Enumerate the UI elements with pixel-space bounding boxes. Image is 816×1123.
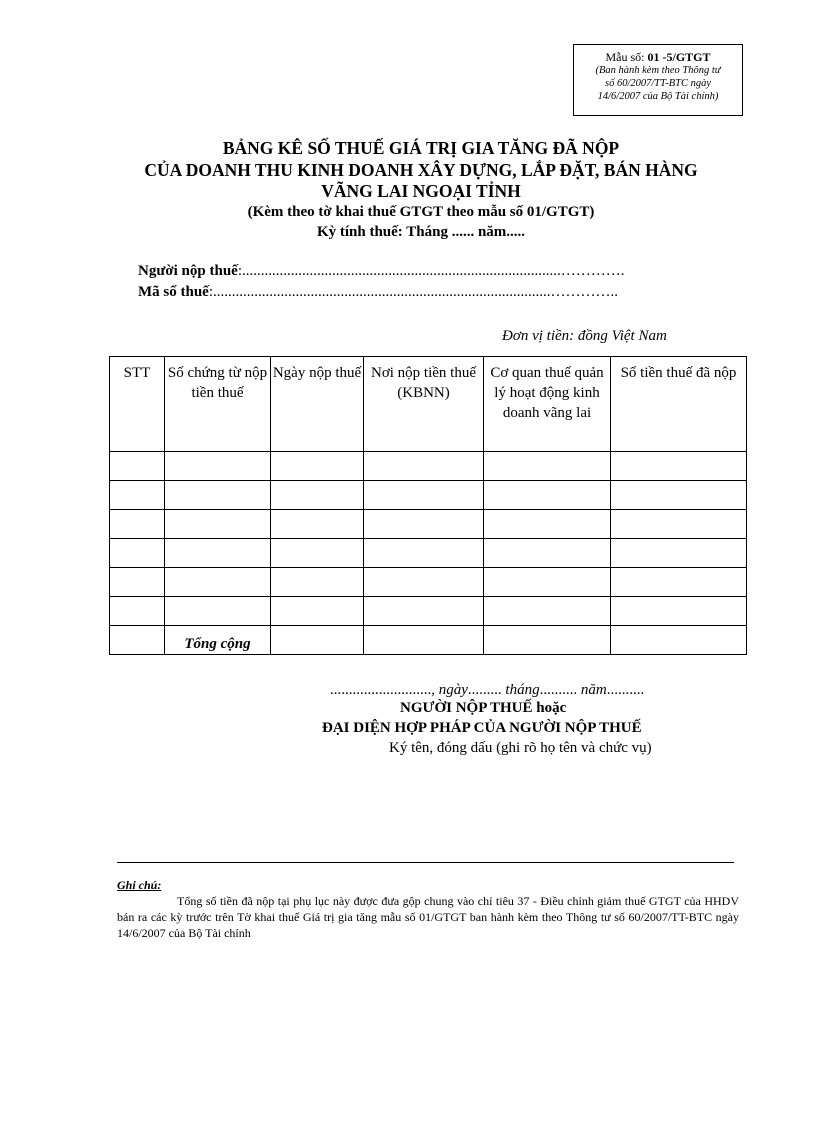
table-cell: [611, 568, 747, 597]
date-month-label: tháng: [505, 682, 540, 698]
table-cell: [364, 568, 484, 597]
table-cell: [165, 510, 271, 539]
total-row: [110, 626, 747, 655]
signature-date-line: [330, 682, 644, 699]
table-cell: [165, 481, 271, 510]
table-cell: [484, 626, 611, 655]
date-year-label: năm: [580, 682, 607, 698]
table-cell: [364, 481, 484, 510]
total-label: Tổng cộng: [165, 626, 271, 655]
table-cell: [165, 568, 271, 597]
table-row: [110, 539, 747, 568]
footnote-divider: [117, 862, 734, 863]
table-cell: [271, 597, 364, 626]
title-line1: BẢNG KÊ SỐ THUẾ GIÁ TRỊ GIA TĂNG ĐÃ NỘP: [222, 138, 620, 158]
tax-payment-table: [109, 356, 747, 655]
table-row: [110, 481, 747, 510]
tax-code-label: Mã số thuế: [138, 284, 209, 300]
table-cell: [364, 452, 484, 481]
signer-title-1: NGƯỜI NỘP THUẾ hoặc: [400, 700, 567, 716]
note-label: Ghi chú:: [117, 878, 162, 892]
table-cell: [611, 539, 747, 568]
signer-title-2: ĐẠI DIỆN HỢP PHÁP CỦA NGƯỜI NỘP THUẾ: [322, 720, 642, 736]
title-attached: (Kèm theo tờ khai thuế GTGT theo mẫu số 01/GTGT): [247, 204, 595, 220]
table-cell: [271, 452, 364, 481]
taxpayer-name-dots: :.....................................................................................………….: [237, 263, 625, 279]
form-issued-line1: (Ban hành kèm theo Thông tư: [595, 65, 721, 76]
table-cell: [110, 481, 165, 510]
table-cell: [364, 626, 484, 655]
table-cell: [271, 568, 364, 597]
form-issued-line2: số 60/2007/TT-BTC ngày: [605, 78, 711, 89]
table-cell: [364, 539, 484, 568]
title-line3: VÃNG LAI NGOẠI TỈNH: [321, 181, 521, 201]
table-row: [110, 568, 747, 597]
table-cell: [110, 510, 165, 539]
table-cell: [110, 597, 165, 626]
note-text: Tổng số tiền đã nộp tại phụ lục này được đưa gộp chung vào chỉ tiêu 37 - Điều chỉnh giảm thuế GTGT của HHDV bán ra các kỳ trước trên Tờ khai thuế Giá trị gia tăng mẫu số 01/GTGT ban hành kèm theo Thông tư số 60/2007/TT-BTC ngày 14/6/2007 của Bộ Tài chính: [117, 894, 739, 940]
header-tax-authority: Cơ quan thuế quản lý hoạt động kinh doanh vãng lai: [484, 357, 611, 452]
header-payment-date: Ngày nộp thuế: [271, 357, 364, 452]
title-line2: CỦA DOANH THU KINH DOANH XÂY DỰNG, LẮP ĐẶT, BÁN HÀNG: [144, 160, 698, 180]
table-cell: [484, 510, 611, 539]
table-cell: [271, 510, 364, 539]
table-cell: [484, 452, 611, 481]
form-code: [574, 51, 742, 64]
table-cell: [611, 597, 747, 626]
header-amount-paid: Số tiền thuế đã nộp: [611, 357, 747, 452]
table-cell: [165, 597, 271, 626]
header-payment-place: Nơi nộp tiền thuế (KBNN): [364, 357, 484, 452]
table-cell: [611, 452, 747, 481]
table-cell: [110, 539, 165, 568]
taxpayer-name-label: Người nộp thuế: [138, 263, 238, 279]
table-cell: [165, 539, 271, 568]
table-cell: [484, 539, 611, 568]
date-place: ...........................,: [330, 682, 439, 698]
table-row: [110, 452, 747, 481]
form-code-value: 01 -5/GTGT: [647, 50, 711, 64]
date-year-dots: ..........: [606, 682, 645, 698]
currency-unit: Đơn vị tiền: đồng Việt Nam: [502, 328, 667, 344]
total-amount-cell: [611, 626, 747, 655]
date-day-label: ngày: [438, 682, 468, 698]
table-cell: [271, 481, 364, 510]
form-issued-line3: 14/6/2007 của Bộ Tài chính): [597, 91, 719, 102]
title-period: Kỳ tính thuế: Tháng ...... năm.....: [316, 224, 526, 240]
date-day-dots: .........: [467, 682, 502, 698]
tax-code-dots: :..........................................................................................…………..: [208, 284, 619, 300]
table-cell: [611, 510, 747, 539]
table-row: [110, 510, 747, 539]
table-cell: [364, 510, 484, 539]
table-cell: [271, 626, 364, 655]
signature-instruction: Ký tên, đóng dấu (ghi rõ họ tên và chức vụ): [389, 740, 652, 756]
form-code-box: [573, 44, 743, 116]
table-cell: [484, 481, 611, 510]
table-header-row: [110, 357, 747, 452]
table-cell: [110, 568, 165, 597]
table-cell: [484, 597, 611, 626]
taxpayer-name-field: [138, 262, 625, 280]
table-cell: [165, 452, 271, 481]
header-document-number: Số chứng từ nộp tiền thuế: [165, 357, 271, 452]
table-cell: [271, 539, 364, 568]
table-cell: [484, 568, 611, 597]
form-code-prefix: Mẫu số:: [605, 50, 645, 64]
table-cell: [110, 626, 165, 655]
table-cell: [611, 481, 747, 510]
date-month-dots: ..........: [539, 682, 578, 698]
table-row: [110, 597, 747, 626]
table-cell: [364, 597, 484, 626]
tax-code-field: [138, 283, 618, 301]
table-cell: [110, 452, 165, 481]
header-stt: STT: [110, 357, 165, 452]
